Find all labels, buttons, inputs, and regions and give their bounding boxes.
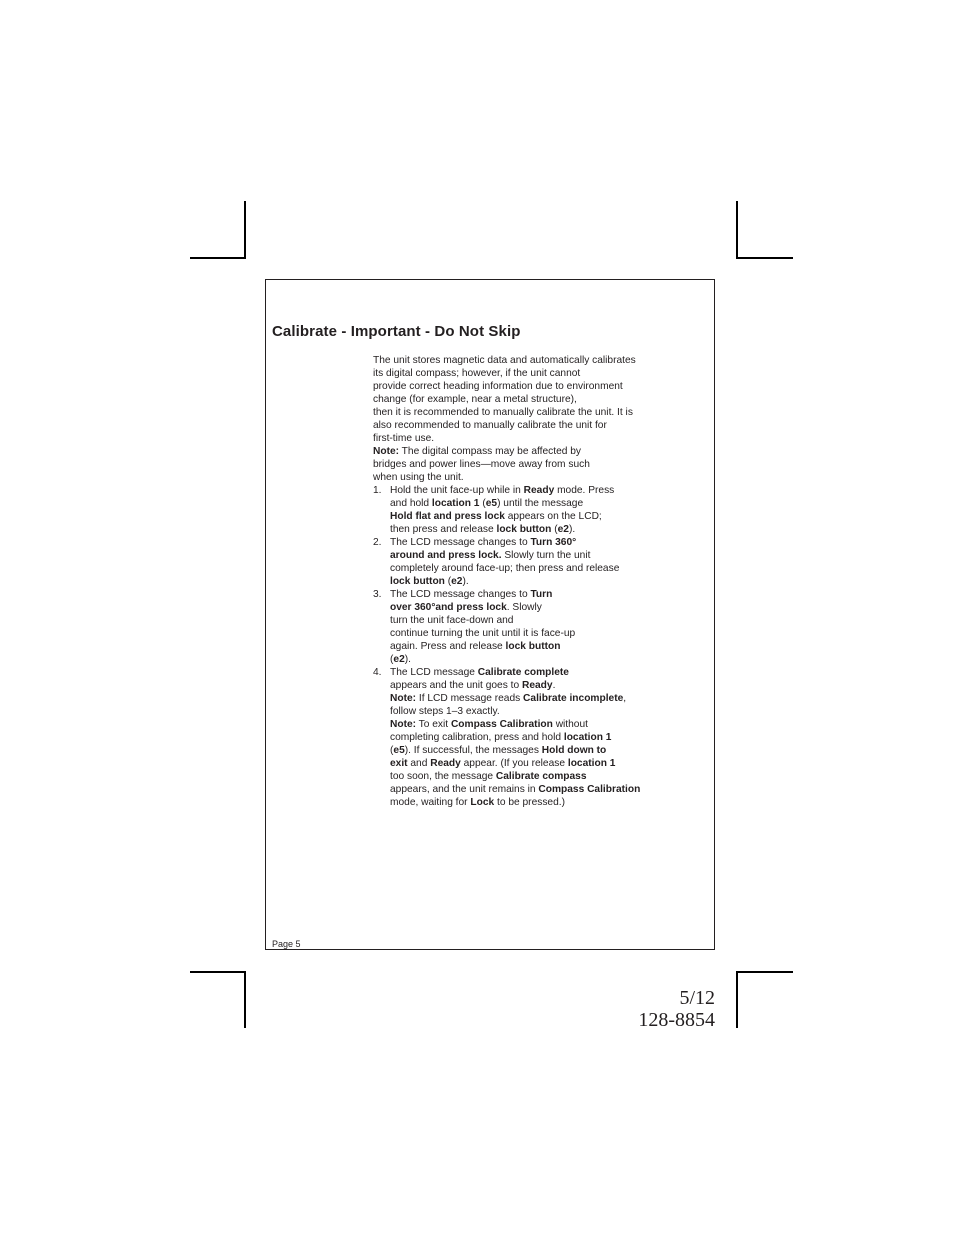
step-text: ). xyxy=(404,654,411,665)
step-text: too soon, the message xyxy=(390,771,496,782)
step-text: ( xyxy=(479,498,486,509)
step-emphasis: Hold flat and press lock xyxy=(390,511,505,522)
step-emphasis: around and press lock. xyxy=(390,550,502,561)
intro-line: its digital compass; however, if the unit cannot xyxy=(373,368,581,379)
step-emphasis: Ready xyxy=(521,680,553,691)
step-text: ( xyxy=(390,745,394,756)
step-emphasis: Ready xyxy=(523,485,555,496)
step-text: The LCD message changes to xyxy=(390,537,531,548)
step-emphasis: e2 xyxy=(557,524,569,535)
step-emphasis: Compass Calibration xyxy=(450,719,553,730)
step-text: appears on the LCD; xyxy=(504,511,602,522)
step-emphasis: Calibrate incomplete xyxy=(523,693,624,704)
step-text: ( xyxy=(551,524,558,535)
page-title: Calibrate - Important - Do Not Skip xyxy=(272,323,521,340)
crop-mark-bottom-left-v xyxy=(244,971,246,1028)
step-text: The LCD message changes to xyxy=(390,589,531,600)
intro-line: provide correct heading information due to environment xyxy=(373,381,623,392)
step-text: . Slowly xyxy=(506,602,542,613)
intro-paragraph xyxy=(373,354,673,445)
step-text: . xyxy=(552,680,556,691)
step-number: 2. xyxy=(373,537,382,548)
step-text: ). If successful, the messages xyxy=(404,745,542,756)
step-emphasis: Note: xyxy=(390,719,417,730)
step-text: mode, waiting for xyxy=(390,797,471,808)
intro-line: change (for example, near a metal structure), xyxy=(373,394,577,405)
crop-mark-top-left-v xyxy=(244,201,246,259)
step-text: ( xyxy=(444,576,452,587)
note-line: when using the unit. xyxy=(373,472,464,483)
part-number: 128-8854 xyxy=(638,1009,715,1031)
step-emphasis: e5 xyxy=(393,745,405,756)
crop-mark-bottom-right-h xyxy=(736,971,793,973)
step-text: and xyxy=(407,758,431,769)
crop-mark-bottom-left-h xyxy=(190,971,246,973)
step-emphasis: Ready xyxy=(430,758,461,769)
step-emphasis: Lock xyxy=(470,797,495,808)
step-text: If LCD message reads xyxy=(416,693,524,704)
step-text: The LCD message xyxy=(390,667,478,678)
step-text: again. Press and release xyxy=(390,641,506,652)
note-line: bridges and power lines—move away from such xyxy=(373,459,590,470)
step-text: ). xyxy=(462,576,469,587)
step-number: 4. xyxy=(373,667,382,678)
step-text: appear. (If you release xyxy=(460,758,568,769)
crop-mark-top-left-h xyxy=(190,257,246,259)
date-code: 5/12 xyxy=(679,987,715,1009)
crop-mark-bottom-right-v xyxy=(736,971,738,1028)
intro-line: also recommended to manually calibrate the unit for xyxy=(373,420,607,431)
page-number: Page 5 xyxy=(272,939,301,949)
step-emphasis: lock button xyxy=(496,524,552,535)
step-emphasis: Note: xyxy=(390,693,417,704)
step-text: ). xyxy=(568,524,576,535)
step-text: To exit xyxy=(416,719,451,730)
step-text: ) until the message xyxy=(497,498,584,509)
instructions-body xyxy=(373,354,673,809)
crop-mark-top-right-v xyxy=(736,201,738,259)
step-emphasis: Calibrate compass xyxy=(495,771,587,782)
step-emphasis: lock button xyxy=(390,576,445,587)
note-line: The digital compass may be affected by xyxy=(399,446,581,457)
step-text: Slowly turn the unit xyxy=(501,550,591,561)
step-emphasis: lock button xyxy=(505,641,561,652)
step-emphasis: Turn 360° xyxy=(530,537,577,548)
step-text: completely around face-up; then press and release xyxy=(390,563,620,574)
step-text: , xyxy=(623,693,627,704)
step-item xyxy=(373,536,673,588)
intro-line: then it is recommended to manually calibrate the unit. It is xyxy=(373,407,633,418)
step-text: appears and the unit goes to xyxy=(390,680,522,691)
step-text: ( xyxy=(390,654,394,665)
step-emphasis: over 360°and press lock xyxy=(390,602,507,613)
step-text: mode. Press xyxy=(554,485,615,496)
intro-line: first-time use. xyxy=(373,433,435,444)
step-emphasis: Compass Calibration xyxy=(538,784,641,795)
step-text: continue turning the unit until it is face-up xyxy=(390,628,576,639)
step-text: completing calibration, press and hold xyxy=(390,732,564,743)
step-text: without xyxy=(552,719,588,730)
step-emphasis: Turn xyxy=(530,589,553,600)
step-text: to be pressed.) xyxy=(494,797,565,808)
intro-line: The unit stores magnetic data and automatically calibrates xyxy=(373,355,636,366)
step-emphasis: location 1 xyxy=(431,498,480,509)
step-emphasis: e2 xyxy=(393,654,405,665)
step-text: appears, and the unit remains in xyxy=(390,784,539,795)
step-emphasis: location 1 xyxy=(563,732,612,743)
intro-note xyxy=(373,445,673,484)
step-text: and hold xyxy=(390,498,432,509)
step-text: then press and release xyxy=(390,524,497,535)
crop-mark-top-right-h xyxy=(736,257,793,259)
step-emphasis: Calibrate complete xyxy=(477,667,569,678)
step-emphasis: location 1 xyxy=(567,758,616,769)
step-emphasis: e5 xyxy=(485,498,498,509)
step-text: follow steps 1–3 exactly. xyxy=(390,706,500,717)
steps-list xyxy=(373,484,673,809)
step-item xyxy=(373,484,673,536)
step-text: turn the unit face-down and xyxy=(390,615,514,626)
step-text: Hold the unit face-up while in xyxy=(390,485,524,496)
step-number: 1. xyxy=(373,485,382,496)
step-emphasis: exit xyxy=(390,758,408,769)
step-number: 3. xyxy=(373,589,382,600)
step-emphasis: Hold down to xyxy=(541,745,607,756)
note-label: Note: xyxy=(373,446,400,457)
step-emphasis: e2 xyxy=(451,576,463,587)
step-item xyxy=(373,588,673,666)
step-item xyxy=(373,666,673,809)
